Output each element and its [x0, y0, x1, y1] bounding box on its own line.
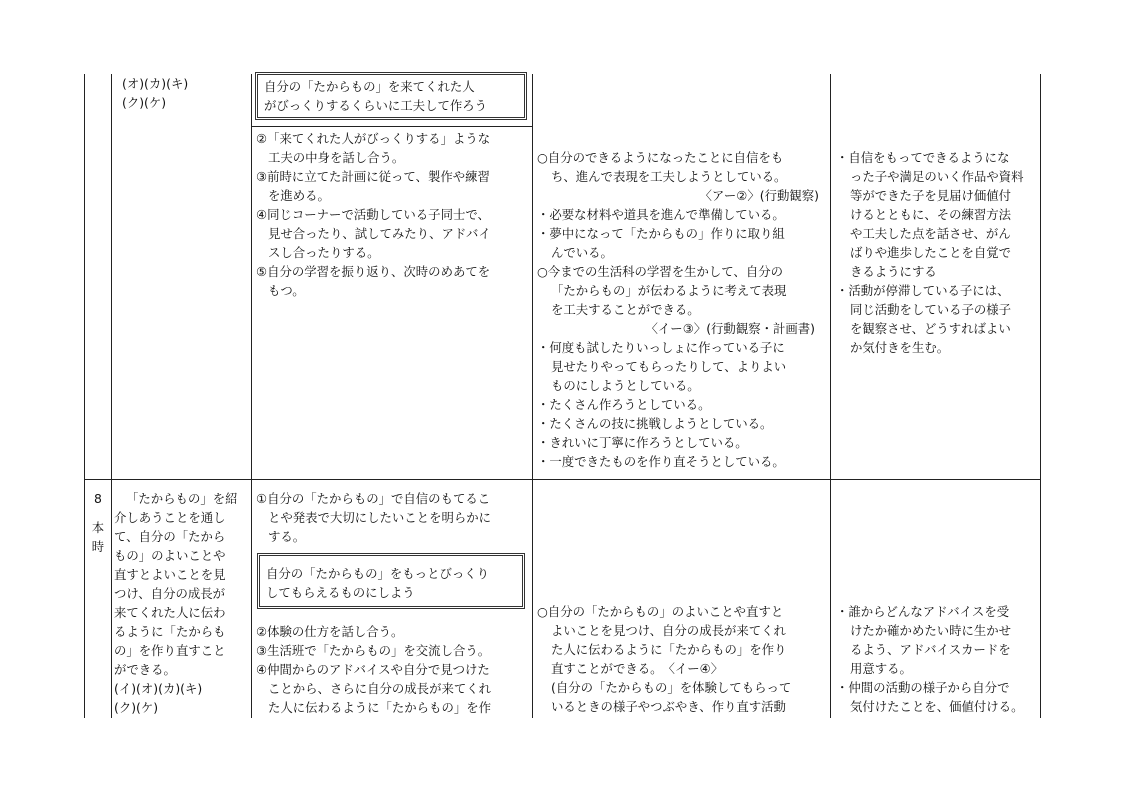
support-line: ・仲間の活動の様子から自分で — [836, 680, 1010, 695]
goal-line: もの」のよいことや — [114, 548, 226, 563]
evaluation-line: ・夢中になって「たからもの」作りに取り組 — [537, 226, 785, 241]
evaluation-line: ・たくさん作ろうとしている。 — [537, 397, 711, 412]
evaluation-line: よいことを見つけ、自分の成長が来てくれ — [551, 623, 786, 638]
goal-line: 介しあうことを通し — [114, 510, 226, 525]
support-line: か気付きを生む。 — [850, 340, 950, 355]
support-line: るよう、アドバイスカードを — [850, 642, 1011, 657]
activity-line: 見せ合ったり、試してみたり、アドバイ — [268, 226, 491, 241]
goal-line: るように「たからも — [114, 624, 226, 639]
support-line: けたか確かめたい時に生かせ — [850, 623, 1012, 638]
lesson-number: 8 — [94, 491, 102, 506]
goal-line: ができる。 — [114, 662, 176, 677]
support-line: ばりや進歩したことを自覚で — [850, 245, 1012, 260]
evaluation-line: を工夫することができる。 — [551, 302, 700, 317]
evaluation-line: 直すことができる。 〈イー④〉 — [551, 661, 724, 676]
evaluation-line: 〈アー②〉(行動観察) — [699, 188, 819, 203]
row8-evaluation — [537, 602, 791, 716]
evaluation-line: (自分の「たからもの」を体験してもらって — [551, 680, 792, 695]
row8-activity-box — [257, 553, 525, 609]
support-line: った子や満足のいく作品や資料 — [850, 169, 1024, 184]
target-line: (ク)(ケ) — [122, 95, 167, 110]
support-line: 気付けたことを、価値付ける。 — [850, 699, 1024, 714]
support-line: けるとともに、その練習方法 — [850, 207, 1012, 222]
evaluation-line: ○今までの生活科の学習を生かして、自分の — [537, 264, 783, 279]
activity-line: た人に伝わるように「たからもの」を作 — [268, 700, 492, 715]
row-divider — [84, 479, 1041, 480]
activity-line: ①自分の「たからもの」で自信のもてるこ — [256, 491, 491, 506]
evaluation-line: ・一度できたものを作り直そうとしている。 — [537, 454, 785, 469]
activity-line: ③前時に立てた計画に従って、製作や練習 — [256, 169, 490, 184]
goal-line: 直すとよいことを見 — [114, 567, 226, 582]
activity-line: ②体験の仕方を話し合う。 — [256, 624, 404, 639]
row8-number-cell — [86, 489, 110, 556]
box-line: がびっくりするくらいに工夫して作ろう — [264, 98, 488, 113]
evaluation-line: 「たからもの」が伝わるように考えて表現 — [551, 283, 787, 298]
activity-line: ②「来てくれた人がびっくりする」ような — [256, 131, 491, 146]
table-left-border — [84, 74, 85, 718]
goal-line: つけ、自分の成長が — [114, 586, 226, 601]
evaluation-line: ・たくさんの技に挑戦しようとしている。 — [537, 416, 773, 431]
activity-line: スし合ったりする。 — [268, 245, 380, 260]
evaluation-line: んでいる。 — [551, 245, 613, 260]
evaluation-line: ・きれいに丁寧に作ろうとしている。 — [537, 435, 748, 450]
top-row-support — [836, 148, 1023, 357]
activity-line: ことから、さらに自分の成長が来てくれ — [268, 681, 492, 696]
activity-line: とや発表で大切にしたいことを明らかに — [268, 510, 492, 525]
table-right-border — [1040, 74, 1041, 718]
box-underline-top — [251, 126, 532, 127]
evaluation-line: ・必要な材料や道具を進んで準備している。 — [537, 207, 785, 222]
row8-activities-top — [256, 489, 491, 546]
activity-line: する。 — [268, 529, 306, 544]
evaluation-line: た人に伝わるように「たからもの」を作り — [551, 642, 787, 657]
support-line: ・自信をもってできるようにな — [836, 150, 1010, 165]
lesson-label-char: 時 — [91, 539, 105, 554]
support-line: や工夫した点を話させ、がん — [850, 226, 1011, 241]
column-divider-1 — [111, 74, 112, 718]
box-line: 自分の「たからもの」をもっとびっくり — [266, 566, 490, 581]
column-divider-2 — [251, 74, 252, 718]
box-line: してもらえるものにしよう — [266, 585, 415, 600]
goal-line: の」を作り直すこと — [114, 643, 226, 658]
top-row-activity-box — [255, 72, 527, 120]
evaluation-line: 見せたりやってもらったりして、よりよい — [551, 359, 787, 374]
goal-line: て、自分の「たから — [114, 529, 226, 544]
support-line: 同じ活動をしている子の様子 — [850, 302, 1012, 317]
evaluation-line: いるときの様子やつぶやき、作り直す活動 — [551, 699, 786, 714]
activity-line: 工夫の中身を話し合う。 — [268, 150, 405, 165]
evaluation-line: ち、進んで表現を工夫しようとしている。 — [551, 169, 787, 184]
row8-goal — [114, 489, 238, 717]
lesson-label-char: 本 — [91, 520, 105, 535]
column-divider-3 — [532, 74, 533, 718]
activity-line: を進める。 — [268, 188, 330, 203]
goal-line: (ク)(ケ) — [114, 700, 159, 715]
goal-line: 来てくれた人に伝わ — [114, 605, 226, 620]
column-divider-4 — [830, 74, 831, 718]
goal-line: 「たからもの」を紹 — [126, 491, 238, 506]
evaluation-line: ○自分のできるようになったことに自信をも — [537, 150, 784, 165]
activity-line: ④同じコーナーで活動している子同士で、 — [256, 207, 490, 222]
activity-line: もつ。 — [268, 283, 305, 298]
goal-line: (イ)(オ)(カ)(キ) — [114, 681, 203, 696]
support-line: きるようにする — [850, 264, 937, 279]
activity-line: ③生活班で「たからもの」を交流し合う。 — [256, 643, 491, 658]
row8-activities-bottom — [256, 622, 491, 717]
support-line: ・活動が停滞している子には、 — [836, 283, 1010, 298]
evaluation-line: ・何度も試したりいっしょに作っている子に — [537, 340, 785, 355]
top-row-target-codes — [122, 74, 188, 112]
top-row-activities — [256, 129, 491, 300]
evaluation-line: 〈イー③〉(行動観察・計画書) — [645, 321, 815, 336]
evaluation-line: ○自分の「たからもの」のよいことや直すと — [537, 604, 784, 619]
evaluation-line: ものにしようとしている。 — [551, 378, 700, 393]
support-line: 用意する。 — [850, 661, 912, 676]
top-row-evaluation — [537, 148, 827, 471]
box-line: 自分の「たからもの」を来てくれた人 — [264, 79, 475, 94]
activity-line: ④仲間からのアドバイスや自分で見つけた — [256, 662, 490, 677]
support-line: ・誰からどんなアドバイスを受 — [836, 604, 1010, 619]
support-line: 等ができた子を見届け価値付 — [850, 188, 1012, 203]
activity-line: ⑤自分の学習を振り返り、次時のめあてを — [256, 264, 491, 279]
target-line: (オ)(カ)(キ) — [122, 76, 189, 91]
support-line: を観察させ、どうすればよい — [850, 321, 1011, 336]
row8-support — [836, 602, 1023, 716]
